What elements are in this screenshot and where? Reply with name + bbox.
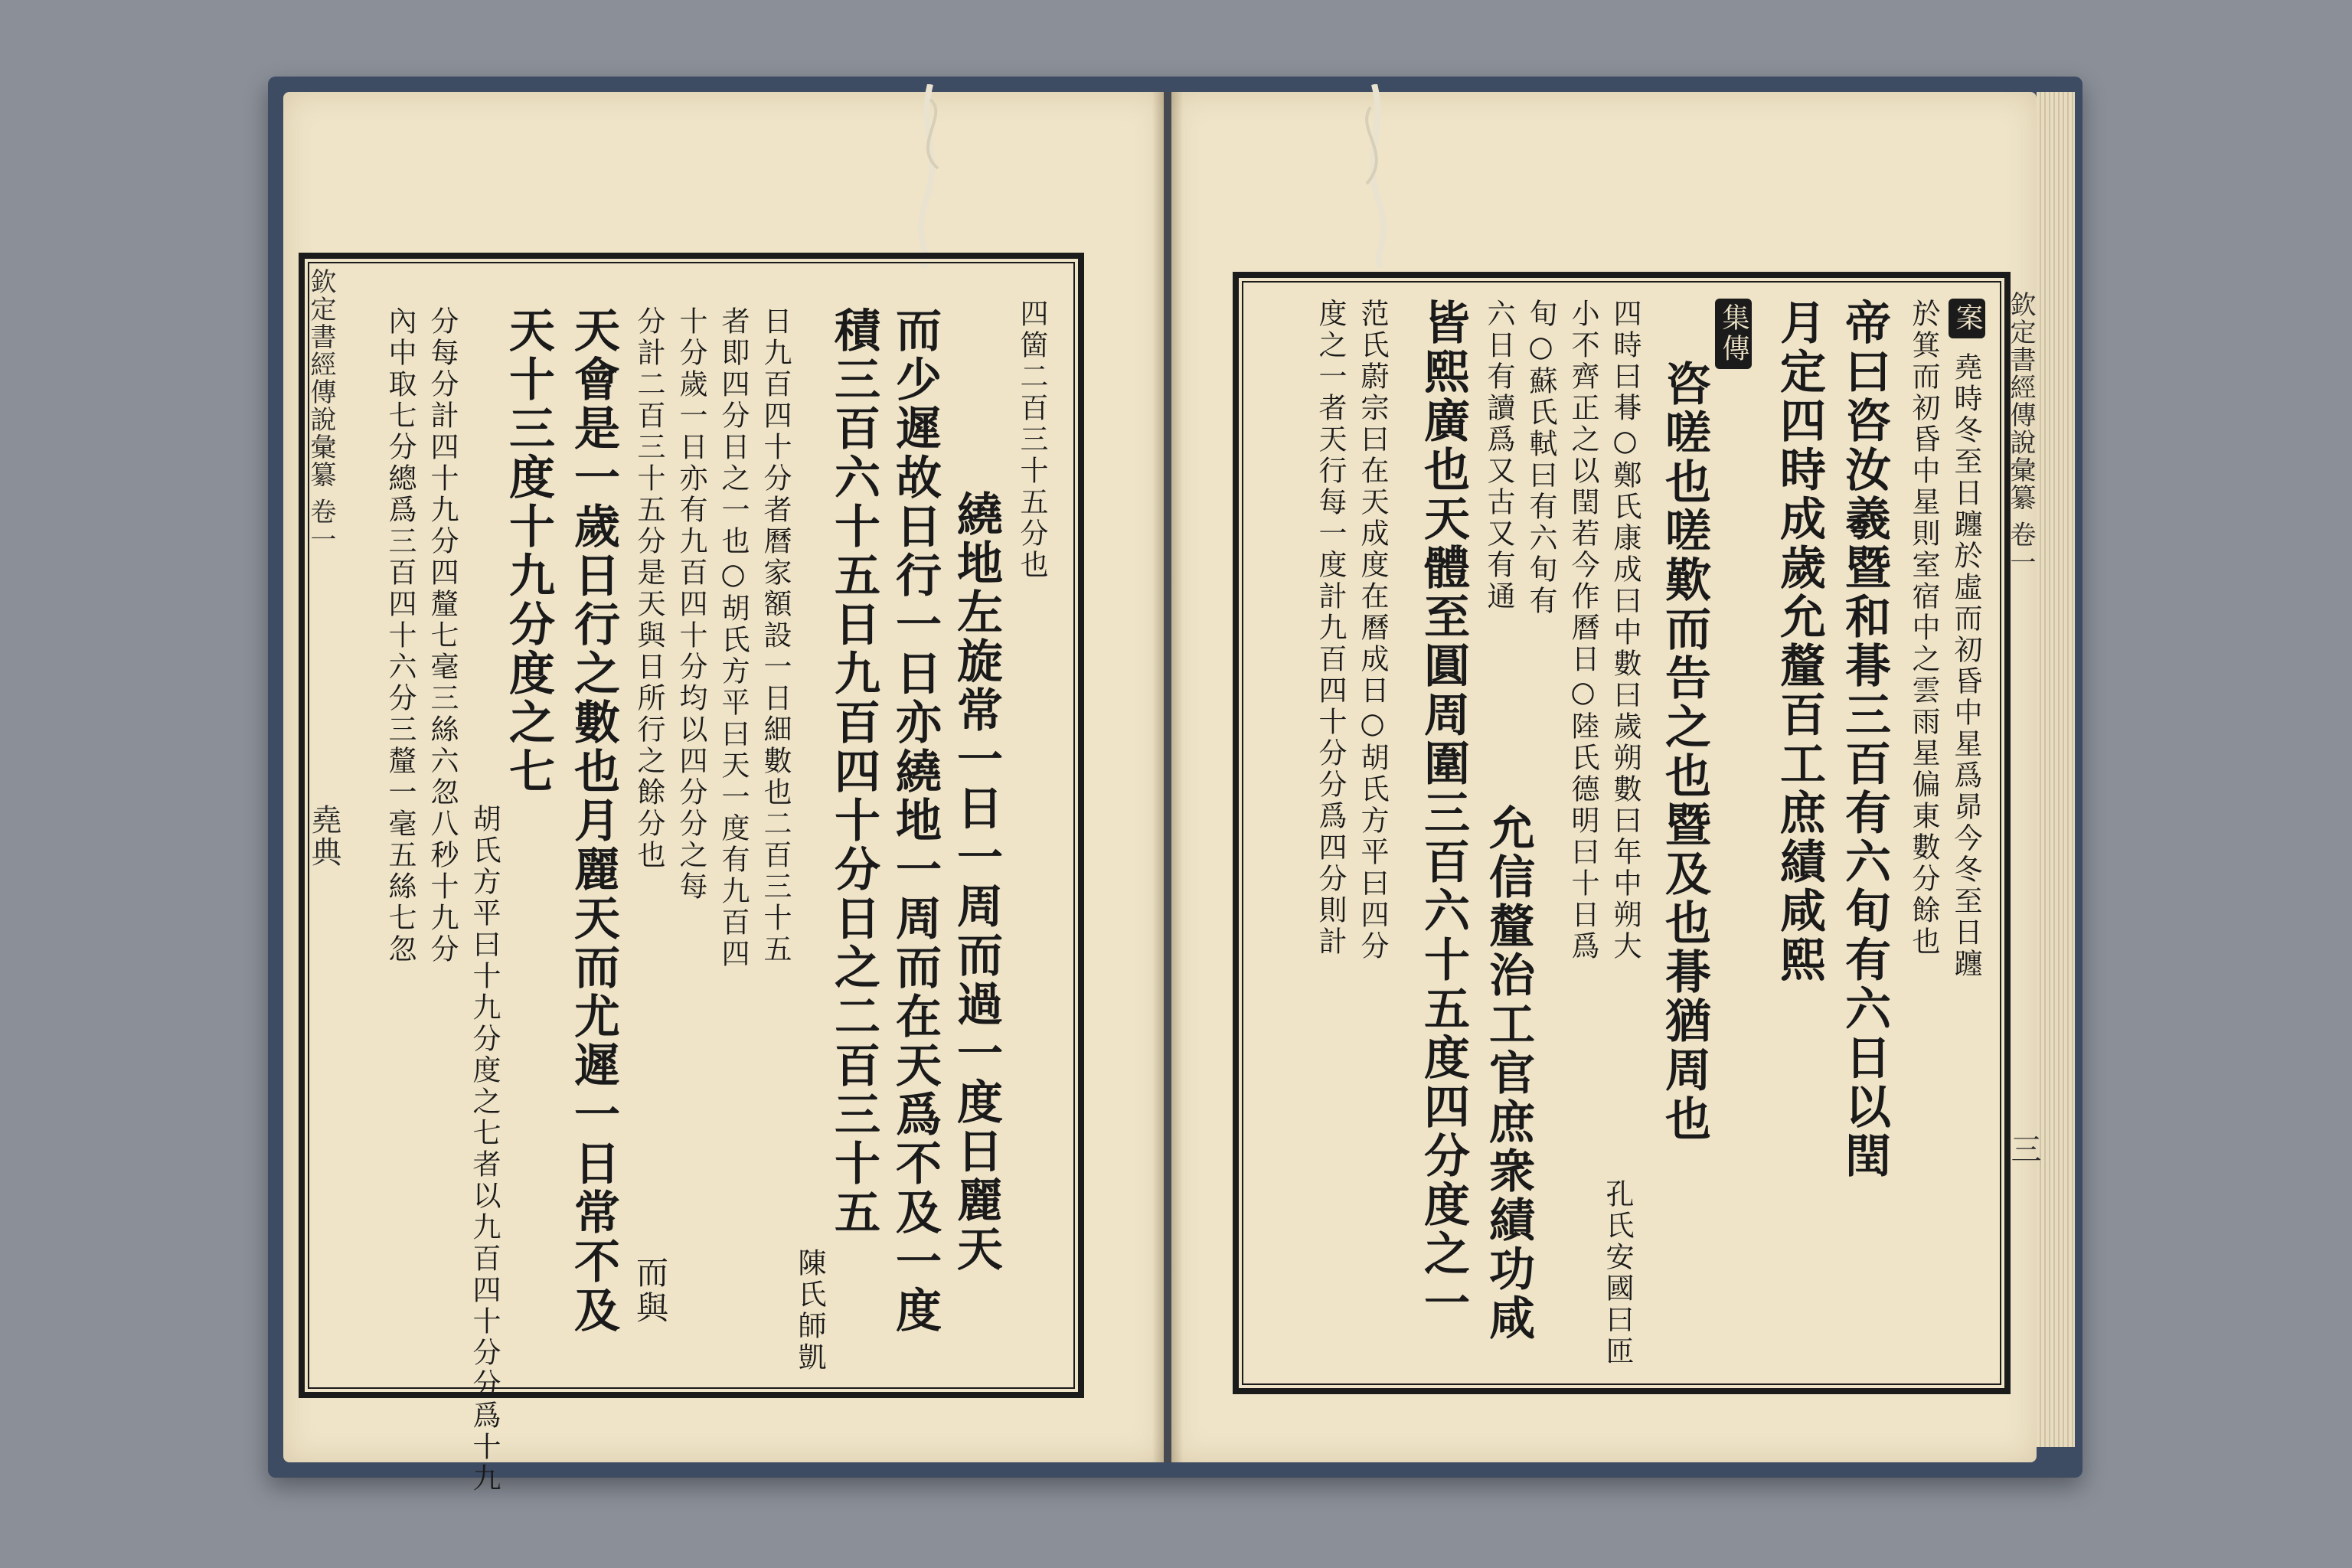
right-stamp-jizhuan-wrap bbox=[1715, 299, 1752, 369]
left-col-9: 天會是一歲日行之數也月麗天而尤遲一日常不及 bbox=[567, 306, 620, 1335]
left-note-yu: 而與 bbox=[632, 1256, 669, 1326]
book-gutter bbox=[1152, 92, 1183, 1462]
right-col-8: 旬○蘇氏軾曰有六旬有 bbox=[1524, 299, 1557, 617]
right-col-9: 六日有讀爲又古又有通 bbox=[1482, 299, 1515, 612]
left-col-8: 分計二百三十五分是天與日所行之餘分也 bbox=[632, 306, 665, 871]
jizhuan-stamp: 集傳 bbox=[1715, 299, 1752, 369]
left-col-4: 積三百六十五日九百四十分日之二百三十五 bbox=[827, 306, 880, 1237]
left-margin-title: 欽定書經傳說彙纂 卷一 bbox=[305, 268, 336, 554]
left-col-11: 分每分計四十九分四釐七毫三絲六忽八秒十九分 bbox=[426, 306, 459, 965]
right-col-11: 皆熙廣也天體至圓周圍三百六十五度四分度之一 bbox=[1416, 299, 1470, 1328]
left-col-3: 而少遲故日行一日亦繞地一周而在天爲不及一度 bbox=[888, 306, 942, 1335]
left-col-5: 日九百四十分者曆家額設一日細數也二百三十五 bbox=[759, 306, 792, 965]
binding-thread-right bbox=[1348, 84, 1401, 268]
left-col-6: 者即四分日之一也○胡氏方平曰天一度有九百四 bbox=[717, 306, 750, 970]
right-stamp-an bbox=[1949, 299, 1985, 338]
left-col-2: 繞地左旋常一日一周而過一度日麗天 bbox=[949, 490, 1003, 1274]
page-edges bbox=[2037, 92, 2075, 1447]
right-col-3: 帝曰咨汝羲暨和朞三百有六旬有六日以閏 bbox=[1838, 299, 1891, 1181]
left-col-10: 天十三度十九分度之七 bbox=[501, 306, 555, 796]
right-col-6: 四時曰朞○鄭氏康成曰中數曰歲朔數曰年中朔大 bbox=[1609, 299, 1642, 962]
left-note-hu: 胡氏方平曰十九分度之七者以九百四十分分爲十九 bbox=[468, 804, 501, 1494]
an-stamp: 案 bbox=[1949, 299, 1985, 338]
binding-thread-left bbox=[903, 84, 957, 268]
right-col-5: 咨嗟也嗟歎而告之也暨及也朞猶周也 bbox=[1658, 360, 1711, 1144]
right-page-number: 三 bbox=[2006, 1133, 2041, 1165]
left-col-7: 十分歲一日亦有九百四十分均以四分分之每 bbox=[675, 306, 707, 903]
left-col-1: 四箇二百三十五分也 bbox=[1015, 299, 1048, 581]
left-col-12: 內中取七分總爲三百四十六分三釐一毫五絲七忽 bbox=[384, 306, 416, 965]
right-col-12: 范氏蔚宗曰在天成度在曆成日○胡氏方平曰四分 bbox=[1356, 299, 1389, 962]
left-margin-chapter: 堯典 bbox=[306, 804, 341, 868]
left-note-chen: 陳氏師凱 bbox=[793, 1248, 826, 1374]
right-note-kong: 孔氏安國曰匝 bbox=[1601, 1179, 1634, 1367]
right-col-2: 於箕而初昏中星則室宿中之雲雨星偏東數分餘也 bbox=[1907, 299, 1940, 958]
right-col-10: 允信釐治工官庶衆績功咸 bbox=[1481, 804, 1535, 1343]
right-margin-title: 欽定書經傳說彙纂 卷一 bbox=[2005, 291, 2036, 577]
right-col-4: 月定四時成歲允釐百工庶績咸熙 bbox=[1772, 299, 1826, 985]
right-col-7: 小不齊正之以閏若今作曆日○陸氏德明曰十日爲 bbox=[1566, 299, 1599, 962]
right-col-1: 堯時冬至日躔於虛而初昏中星爲昴今冬至日躔 bbox=[1949, 352, 1982, 980]
right-col-13: 度之一者天行每一度計九百四十分分爲四分則計 bbox=[1314, 299, 1347, 958]
